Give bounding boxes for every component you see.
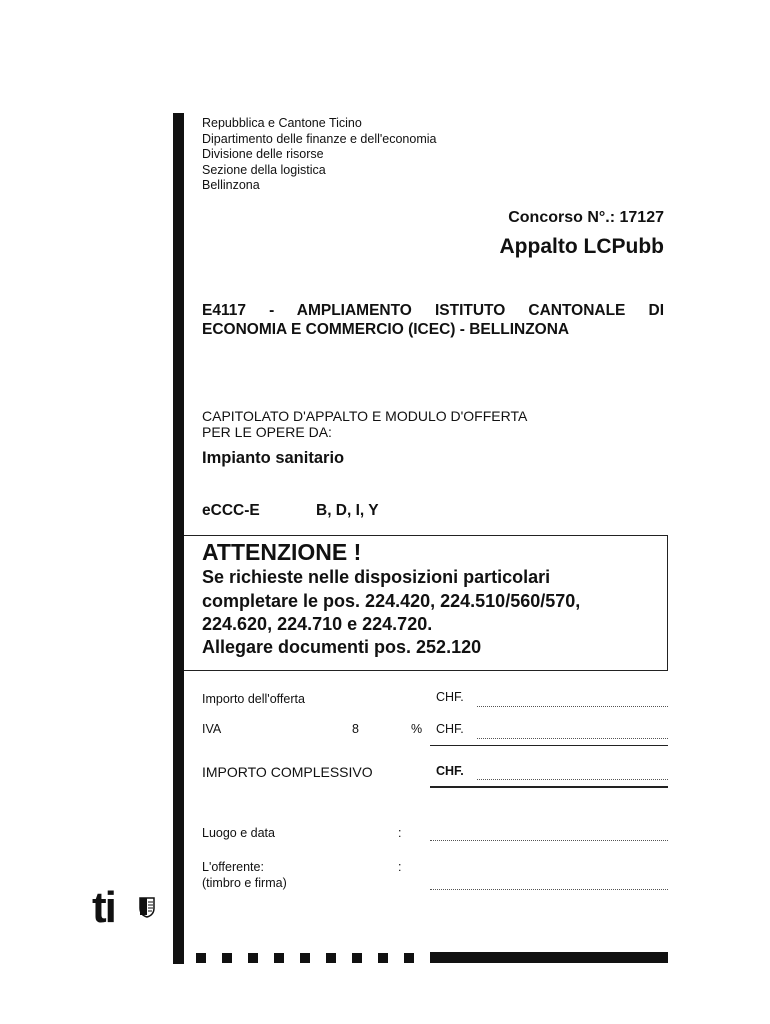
place-date-field[interactable] bbox=[430, 840, 668, 841]
header-line: Bellinzona bbox=[202, 178, 260, 192]
vat-currency: CHF. bbox=[436, 722, 464, 736]
attention-line: Se richieste nelle disposizioni particolari bbox=[202, 567, 551, 587]
vat-label: IVA bbox=[202, 722, 222, 736]
decorative-square bbox=[378, 953, 388, 963]
project-title bbox=[202, 301, 664, 339]
decorative-square bbox=[326, 953, 336, 963]
eccc-label: eCCC-E bbox=[202, 502, 260, 519]
ticino-logo: ti bbox=[92, 883, 115, 932]
contest-number: Concorso N°.: 17127 bbox=[508, 209, 664, 226]
attention-line: Allegare documenti pos. 252.120 bbox=[202, 637, 482, 657]
decorative-square bbox=[274, 953, 284, 963]
canton-crest-icon bbox=[138, 896, 156, 918]
vat-percent: % bbox=[411, 722, 423, 736]
procurement-type: Appalto LCPubb bbox=[499, 235, 664, 258]
decorative-square bbox=[196, 953, 206, 963]
vat-amount-field[interactable] bbox=[477, 738, 668, 739]
bidder-label: L'offerente: bbox=[202, 860, 264, 874]
attention-line: completare le pos. 224.420, 224.510/560/570, bbox=[202, 591, 581, 611]
left-margin-bar bbox=[173, 113, 184, 964]
total-currency: CHF. bbox=[436, 764, 464, 778]
project-title-line: E4117 - AMPLIAMENTO ISTITUTO CANTONALE DI bbox=[202, 302, 664, 319]
header-line: Divisione delle risorse bbox=[202, 147, 324, 161]
issuer-header bbox=[202, 116, 436, 194]
attention-line: 224.620, 224.710 e 224.720. bbox=[202, 614, 433, 634]
colon: : bbox=[398, 860, 402, 874]
decorative-square bbox=[352, 953, 362, 963]
total-rule bbox=[430, 786, 668, 788]
bottom-bar bbox=[430, 952, 668, 963]
offer-amount-field[interactable] bbox=[477, 706, 668, 707]
offer-amount-label: Importo dell'offerta bbox=[202, 692, 305, 706]
decorative-square bbox=[404, 953, 414, 963]
capitolato-heading bbox=[202, 408, 527, 440]
vat-rate: 8 bbox=[352, 722, 359, 736]
colon: : bbox=[398, 826, 402, 840]
capitolato-line: PER LE OPERE DA: bbox=[202, 424, 332, 440]
capitolato-line: CAPITOLATO D'APPALTO E MODULO D'OFFERTA bbox=[202, 408, 528, 424]
signature-field[interactable] bbox=[430, 889, 668, 890]
project-title-line: ECONOMIA E COMMERCIO (ICEC) - BELLINZONA bbox=[202, 321, 570, 338]
total-amount-field[interactable] bbox=[477, 779, 668, 780]
decorative-square bbox=[222, 953, 232, 963]
bidder-sublabel: (timbro e firma) bbox=[202, 876, 287, 890]
offer-currency: CHF. bbox=[436, 690, 464, 704]
total-label: IMPORTO COMPLESSIVO bbox=[202, 764, 373, 780]
header-line: Repubblica e Cantone Ticino bbox=[202, 116, 362, 130]
work-type: Impianto sanitario bbox=[202, 449, 345, 467]
decorative-square bbox=[248, 953, 258, 963]
header-line: Dipartimento delle finanze e dell'economia bbox=[202, 131, 437, 146]
attention-title: ATTENZIONE ! bbox=[202, 539, 362, 565]
subtotal-rule bbox=[430, 745, 668, 746]
eccc-codes: B, D, I, Y bbox=[316, 502, 379, 519]
header-line: Sezione della logistica bbox=[202, 162, 326, 177]
decorative-square bbox=[300, 953, 310, 963]
place-date-label: Luogo e data bbox=[202, 826, 275, 840]
